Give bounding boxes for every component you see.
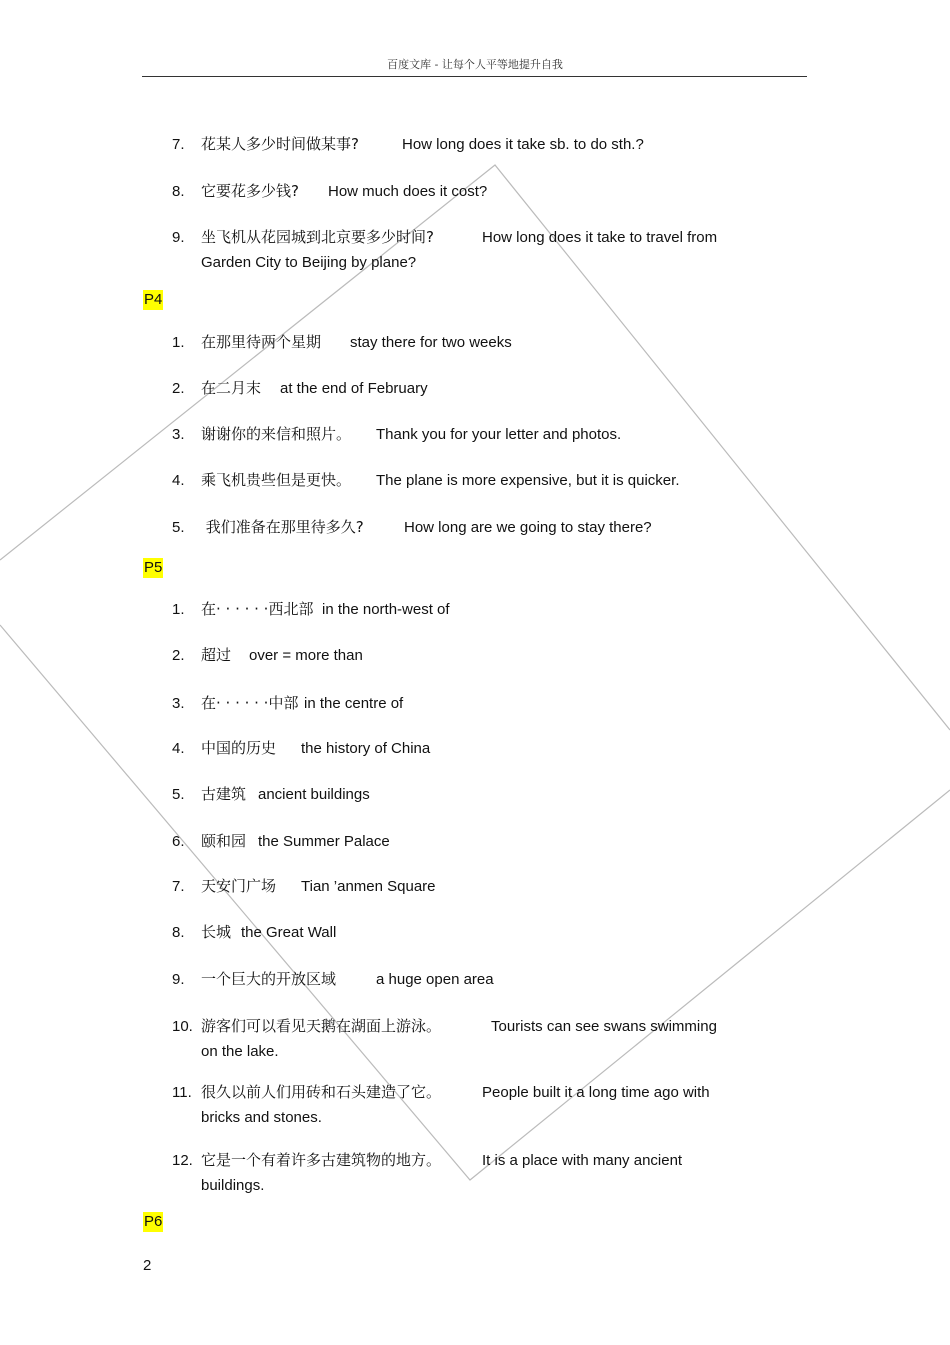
page-header: 百度文库 - 让每个人平等地提升自我 xyxy=(387,58,563,71)
section-label-p4: P4 xyxy=(144,291,163,308)
header-divider xyxy=(142,76,807,77)
section-label-p6: P6 xyxy=(144,1213,163,1230)
section-label-p5: P5 xyxy=(144,559,163,576)
page-number: 2 xyxy=(143,1257,152,1274)
